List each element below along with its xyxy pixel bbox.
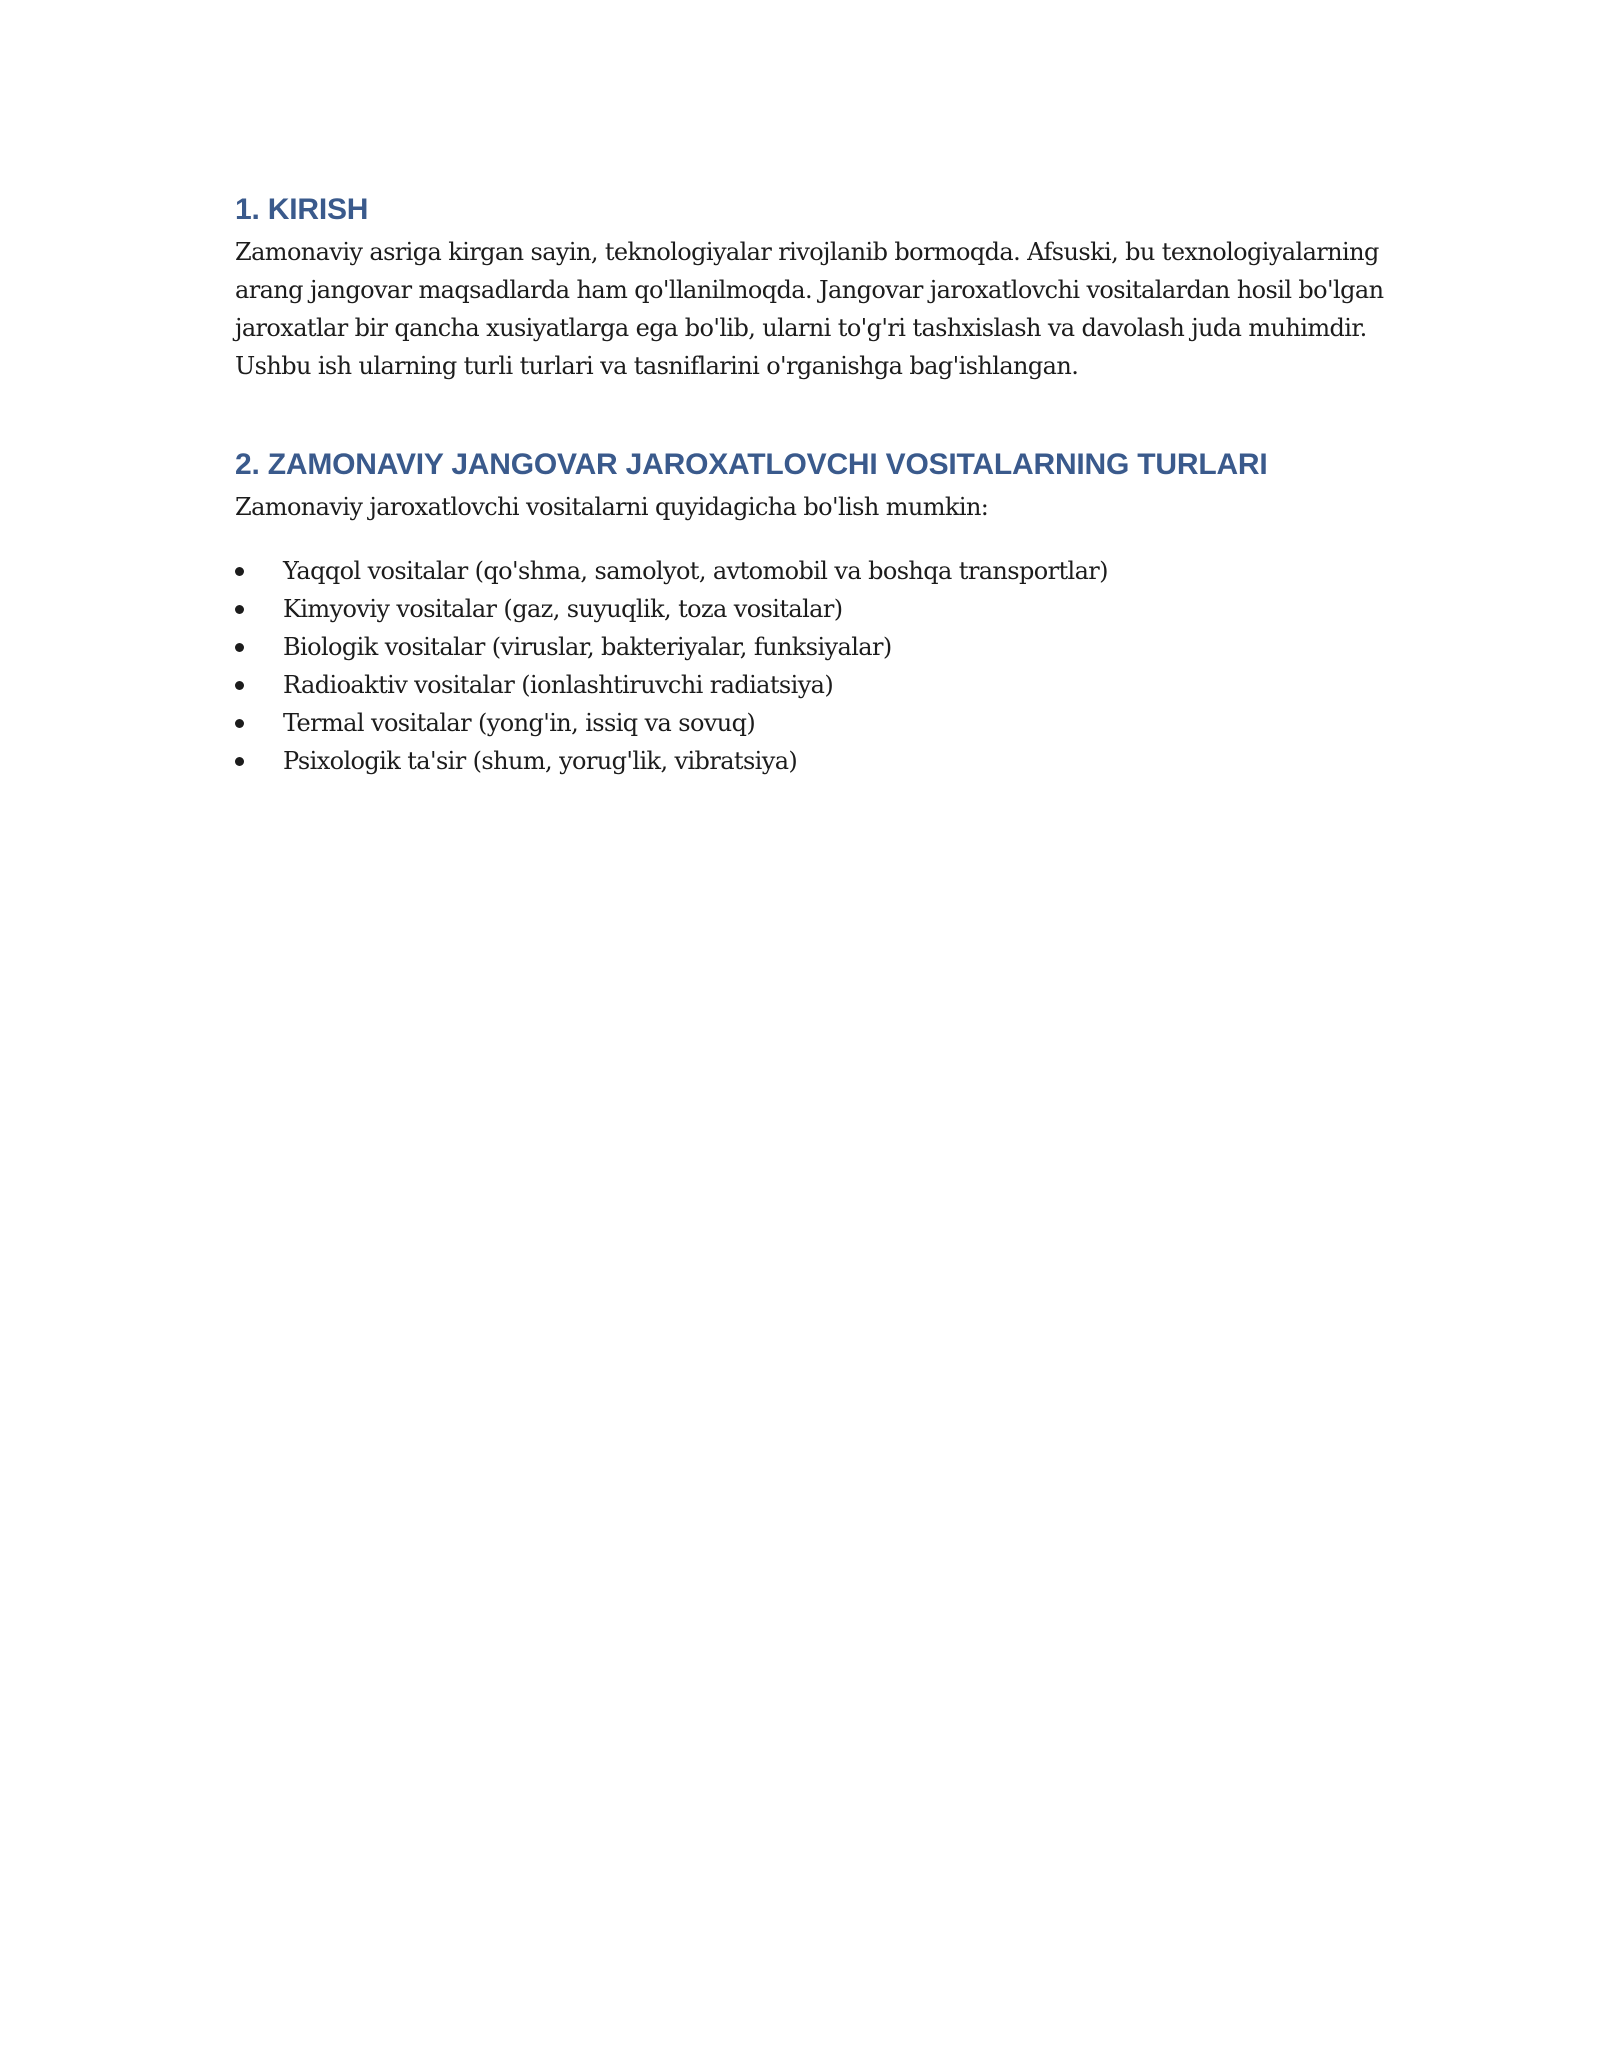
bullet-icon — [235, 681, 244, 690]
list-item-text: Psixologik ta'sir (shum, yorug'lik, vibratsiya) — [283, 747, 798, 775]
list-item — [235, 590, 1385, 628]
list-item — [235, 704, 1385, 742]
section-heading: 2. ZAMONAVIY JANGOVAR JAROXATLOVCHI VOSITALARNING TURLARI — [235, 448, 1268, 481]
list-item — [235, 628, 1385, 666]
list-item-text: Kimyoviy vositalar (gaz, suyuqlik, toza vositalar) — [283, 595, 843, 623]
list-item-text: Biologik vositalar (viruslar, bakteriyalar, funksiyalar) — [283, 633, 892, 661]
bullet-icon — [235, 719, 244, 728]
list-item-text: Termal vositalar (yong'in, issiq va sovuq) — [283, 709, 756, 737]
list-item — [235, 742, 1385, 780]
section-paragraph: Zamonaviy jaroxatlovchi vositalarni quyidagicha bo'lish mumkin: — [235, 493, 989, 521]
list-item — [235, 666, 1385, 704]
document-content — [235, 188, 1385, 780]
section-weapon-types — [235, 443, 1385, 780]
list-item-text: Yaqqol vositalar (qo'shma, samolyot, avtomobil va boshqa transportlar) — [283, 557, 1108, 585]
bullet-list — [235, 552, 1385, 780]
bullet-icon — [235, 643, 244, 652]
bullet-icon — [235, 567, 244, 576]
section-heading: 1. KIRISH — [235, 193, 369, 226]
section-paragraph: Zamonaviy asriga kirgan sayin, teknologiyalar rivojlanib bormoqda. Afsuski, bu texnologiyalarning arang jangovar maqsadlarda ham qo'llanilmoqda. Jangovar jaroxatlovchi vositalardan hosil bo'lgan jaroxatlar bir qancha xusiyatlarga ega bo'lib, ularni to'g'ri tashxislash va davolash juda muhimdir. Ushbu ish ularning turli turlari va tasniflarini o'rganishga bag'ishlangan. — [235, 238, 1384, 380]
bullet-icon — [235, 605, 244, 614]
list-item — [235, 552, 1385, 590]
list-item-text: Radioaktiv vositalar (ionlashtiruvchi radiatsiya) — [283, 671, 834, 699]
bullet-icon — [235, 757, 244, 766]
section-introduction — [235, 188, 1385, 385]
